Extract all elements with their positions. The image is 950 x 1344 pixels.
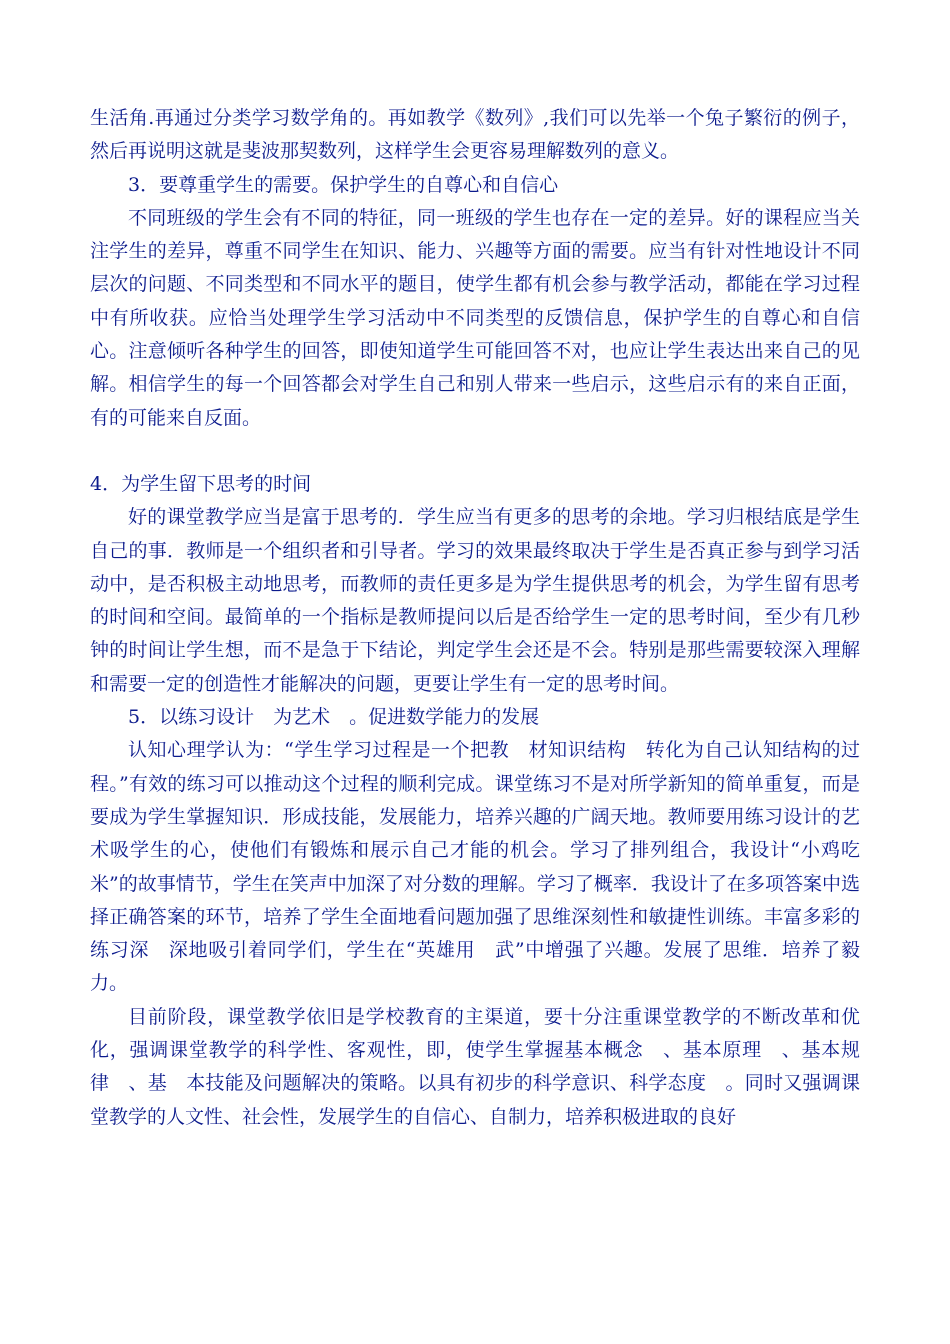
paragraph-gap bbox=[90, 435, 860, 468]
paragraph-intro-continuation: 生活角.再通过分类学习数学角的。再如教学《数列》,我们可以先举一个兔子繁衍的例子，然后再说明这就是斐波那契数列，这样学生会更容易理解数列的意义。 bbox=[90, 107, 860, 163]
section-heading-3: 3．要尊重学生的需要。保护学生的自尊心和自信心 bbox=[128, 173, 559, 196]
paragraph-section-3: 不同班级的学生会有不同的特征，同一班级的学生也存在一定的差异。好的课程应当关注学生的差异，尊重不同学生在知识、能力、兴趣等方面的需要。应当有针对性地设计不同层次的问题、不同类型和不同水平的题目，使学生都有机会参与教学活动，都能在学习过程 中有所收获。应恰当处理学生学习活动中不同类型的反馈信息，保护学生的自尊心和自信心。注意倾听各种学生的回答，即使知道学生可能回答不对，也应让学生表达出来自己的见解。相信学生的每一个回答都会对学生自己和别人带来一些启示，这些启示有的来自正面，有的可能来自反面。 bbox=[90, 206, 880, 429]
section-heading-4: 4．为学生留下思考的时间 bbox=[90, 472, 312, 495]
paragraph-section-5: 认知心理学认为：“学生学习过程是一个把教 材知识结构 转化为自己认知结构的过程。”有效的练习可以推动这个过程的顺利完成。课堂练习不是对所学新知的简单重复，而是要成为学生掌握知识．形成技能，发展能力，培养兴趣的广阔天地。教师要用练习设计的艺术吸学生的心，使他们有锻炼和展示自己才能的机会。学习了排列组合，我设计“小鸡吃米”的故事情节，学生在笑声中加深了对分数的理解。学习了概率．我设计了在多项答案中选择正确答案的环节，培养了学生全面地看问题加强了思维深刻性和敏捷性训练。丰富多彩的练习深 深地吸引着同学们，学生在“英雄用 武”中增强了兴趣。发展了思维．培养了毅力。 bbox=[90, 739, 860, 995]
paragraph-conclusion: 目前阶段，课堂教学依旧是学校教育的主渠道，要十分注重课堂教学的不断改革和优化，强调课堂教学的科学性、客观性，即，使学生掌握基本概念 、基本原理 、基本规律 、基 本技能及问题解决的策略。以具有初步的科学意识、科学态度 。同时又强调课堂教学的人文性、社会性，发展学生的自信心、自制力，培养积极进取的良好 bbox=[90, 1005, 860, 1128]
document-body bbox=[90, 102, 880, 1134]
paragraph-section-4: 好的课堂教学应当是富于思考的．学生应当有更多的思考的余地。学习归根结底是学生自己的事．教师是一个组织者和引导者。学习的效果最终取决于学生是否真正参与到学习活动中，是否积极主动地思考，而教师的责任更多是为学生提供思考的机会，为学生留有思考的时间和空间。最简单的一个指标是教师提问以后是否给学生一定的思考时间，至少有几秒钟的时间让学生想，而不是急于下结论，判定学生会还是不会。特别是那些需要较深入理解和需要一定的创造性才能解决的问题，更要让学生有一定的思考时间。 bbox=[90, 506, 860, 695]
section-heading-5: 5．以练习设计 为艺术 。促进数学能力的发展 bbox=[128, 706, 540, 729]
